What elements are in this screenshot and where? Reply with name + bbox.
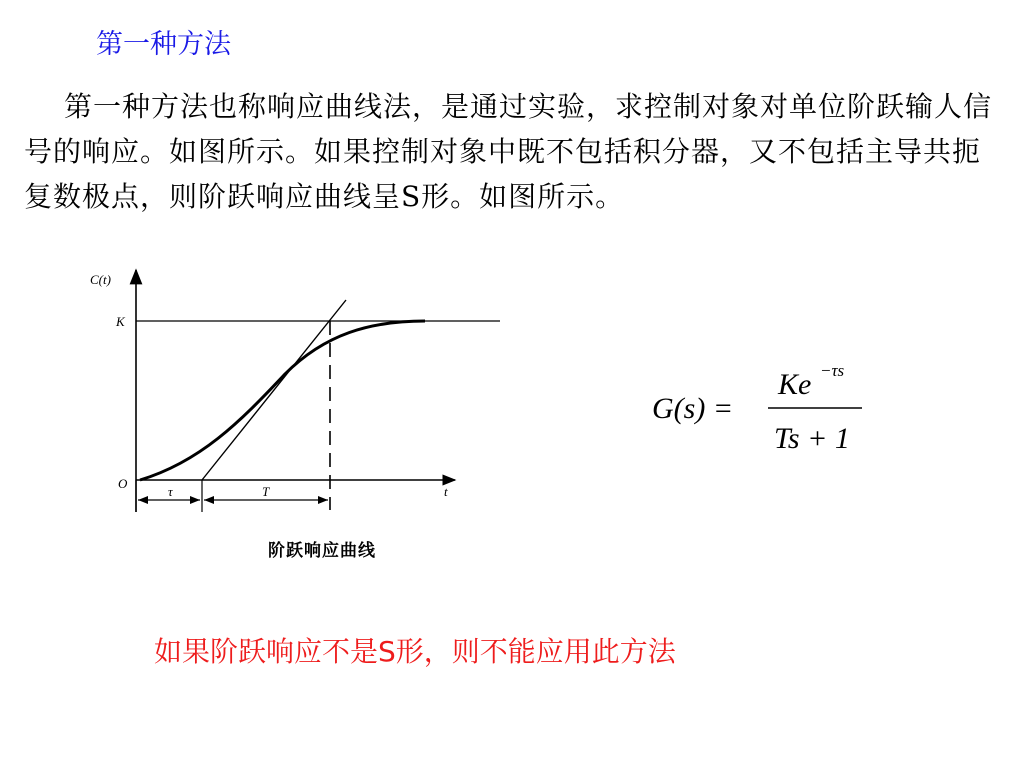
T-label: T bbox=[262, 484, 270, 499]
k-label: K bbox=[116, 314, 125, 329]
tau-label: τ bbox=[168, 484, 173, 499]
section-heading: 第一种方法 bbox=[96, 29, 231, 60]
y-axis-label: C(t) bbox=[90, 272, 111, 287]
formula-lhs: G(s) = bbox=[652, 392, 734, 425]
x-axis-label: t bbox=[444, 484, 448, 499]
origin-label: O bbox=[118, 476, 128, 491]
formula-denominator: Ts + 1 bbox=[774, 422, 850, 455]
step-response-figure bbox=[80, 262, 520, 562]
formula-exponent: −τs bbox=[820, 361, 845, 380]
step-response-plot bbox=[80, 262, 520, 562]
tangent-line bbox=[202, 300, 346, 480]
figure-caption: 阶跃响应曲线 bbox=[268, 541, 376, 561]
transfer-function-formula bbox=[650, 356, 880, 466]
formula-numerator: Ke bbox=[778, 368, 812, 401]
warning-note: 如果阶跃响应不是S形，则不能应用此方法 bbox=[154, 635, 676, 668]
body-paragraph: 第一种方法也称响应曲线法，是通过实验，求控制对象对单位阶跃输人信号的响应。如图所示。如果控制对象中既不包括积分器，又不包括主导共扼复数极点，则阶跃响应曲线呈S形。如图所示。 bbox=[24, 90, 993, 213]
s-curve bbox=[140, 321, 425, 480]
